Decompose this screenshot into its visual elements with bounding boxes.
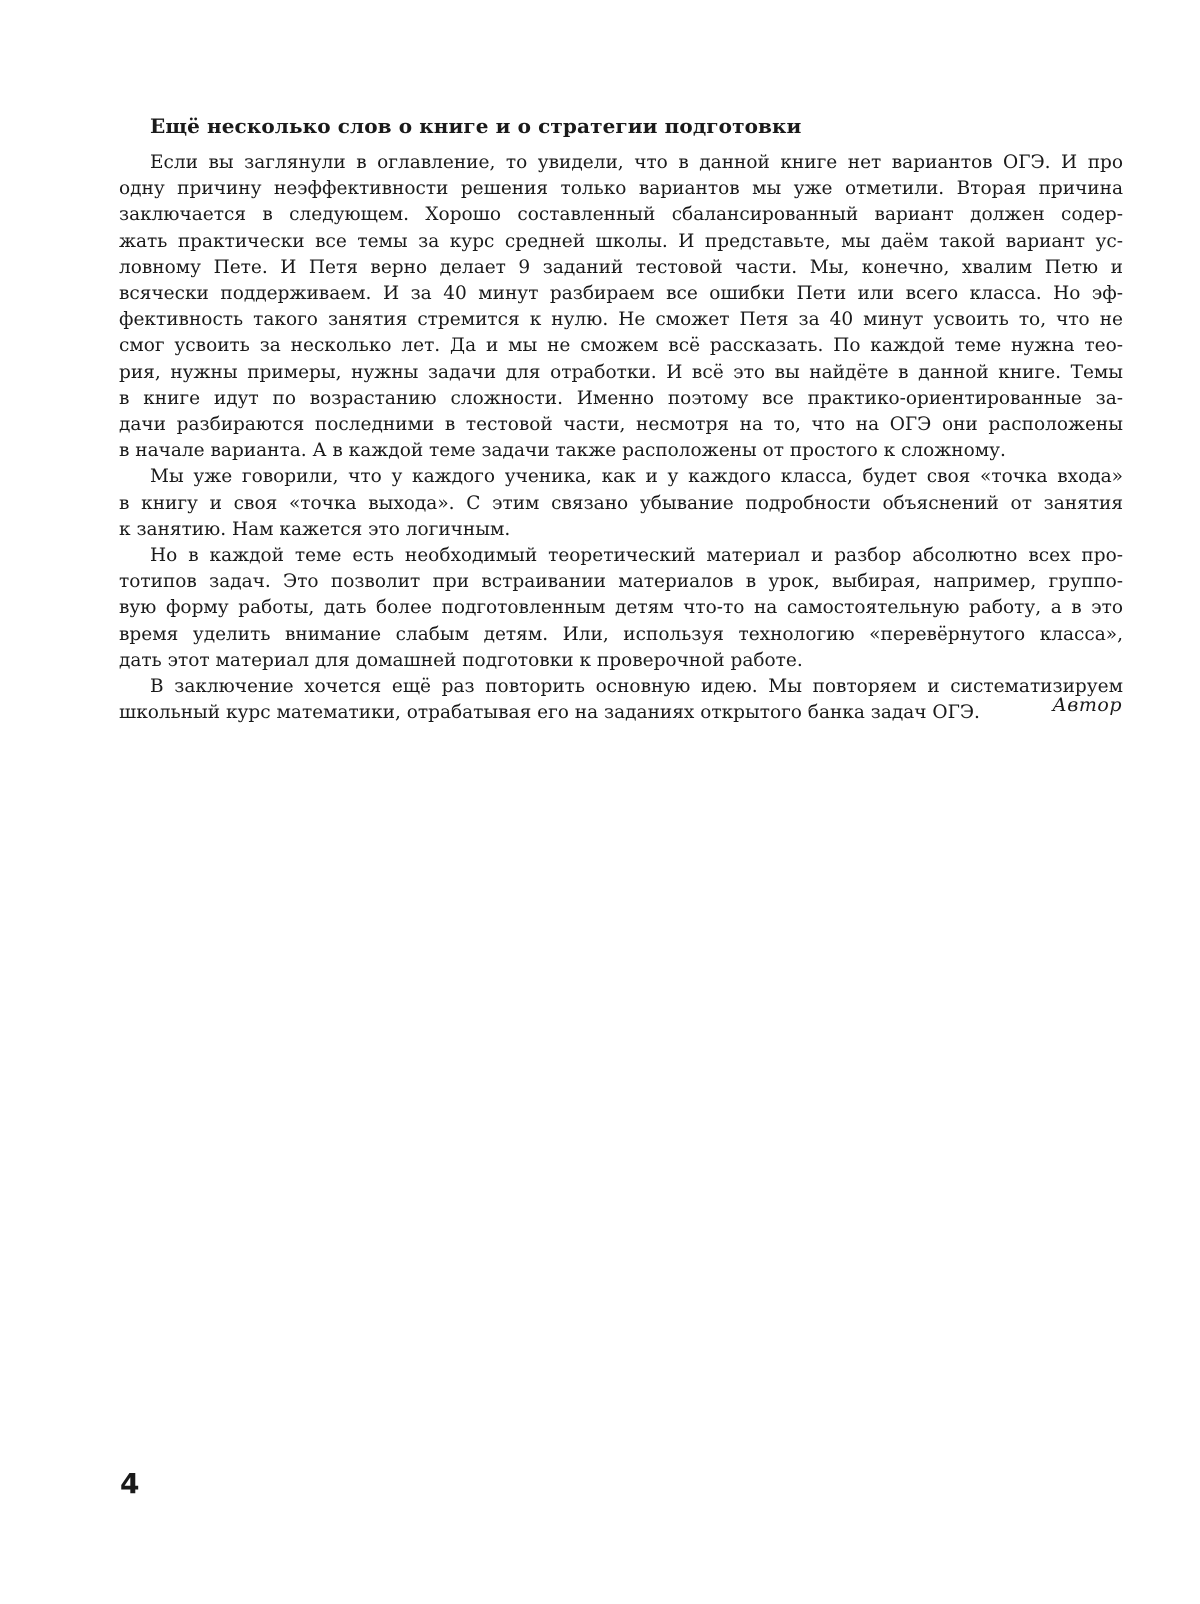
paragraph-line: дачи разбираются последними в тестовой части, несмотря на то, что на ОГЭ они расположены — [119, 414, 1123, 436]
paragraph-line: В заключение хочется ещё раз повторить основную идею. Мы повторяем и систематизируем — [150, 676, 1123, 698]
paragraph-line: одну причину неэффективности решения только вариантов мы уже отметили. Вторая причина — [119, 178, 1123, 200]
paragraph-line: в начале варианта. А в каждой теме задачи также расположены от простого к сложному. — [119, 440, 1006, 462]
body-text — [119, 150, 1123, 726]
page-number: 4 — [120, 1467, 140, 1500]
paragraph-line: рия, нужны примеры, нужны задачи для отработки. И всё это вы найдёте в данной книге. Темы — [119, 361, 1123, 383]
section-heading: Ещё несколько слов о книге и о стратегии подготовки — [150, 114, 802, 138]
paragraph-line: вую форму работы, дать более подготовленным детям что-то на самостоятельную работу, а в это — [119, 597, 1123, 619]
paragraph-line: в книгу и своя «точка выхода». С этим связано убывание подробности объяснений от занятия — [119, 492, 1123, 514]
paragraph-line: дать этот материал для домашней подготовки к проверочной работе. — [119, 649, 803, 671]
paragraph-line: смог усвоить за несколько лет. Да и мы не сможем всё рассказать. По каждой теме нужна тео- — [119, 335, 1123, 357]
paragraph-line: к занятию. Нам кажется это логичным. — [119, 518, 511, 540]
paragraph-line: Если вы заглянули в оглавление, то увидели, что в данной книге нет вариантов ОГЭ. И про — [150, 152, 1123, 173]
paragraph-line: ловному Пете. И Петя верно делает 9 заданий тестовой части. Мы, конечно, хвалим Петю и — [119, 256, 1123, 278]
paragraph — [119, 674, 1123, 726]
paragraph-line: Мы уже говорили, что у каждого ученика, как и у каждого класса, будет своя «точка входа» — [150, 466, 1123, 488]
paragraph-line: заключается в следующем. Хорошо составленный сбалансированный вариант должен содер- — [119, 204, 1123, 226]
paragraph — [119, 543, 1123, 674]
paragraph — [119, 150, 1123, 464]
author-signature: Автор — [1052, 694, 1122, 716]
paragraph-line: жать практически все темы за курс средней школы. И представьте, мы даём такой вариант ус- — [119, 230, 1123, 252]
paragraph-line: время уделить внимание слабым детям. Или, используя технологию «перевёрнутого класса», — [119, 623, 1123, 645]
paragraph-line: тотипов задач. Это позволит при встраивании материалов в урок, выбирая, например, группо- — [119, 571, 1123, 593]
paragraph-line: в книге идут по возрастанию сложности. Именно поэтому все практико-ориентированные за- — [119, 387, 1123, 409]
paragraph-line: всячески поддерживаем. И за 40 минут разбираем все ошибки Пети или всего класса. Но эф- — [119, 283, 1123, 305]
paragraph-line: фективность такого занятия стремится к нулю. Не сможет Петя за 40 минут усвоить то, что не — [119, 309, 1123, 331]
paragraph — [119, 464, 1123, 543]
paragraph-line: школьный курс математики, отрабатывая его на заданиях открытого банка задач ОГЭ. — [119, 702, 980, 724]
paragraph-line: Но в каждой теме есть необходимый теоретический материал и разбор абсолютно всех про- — [150, 545, 1123, 567]
